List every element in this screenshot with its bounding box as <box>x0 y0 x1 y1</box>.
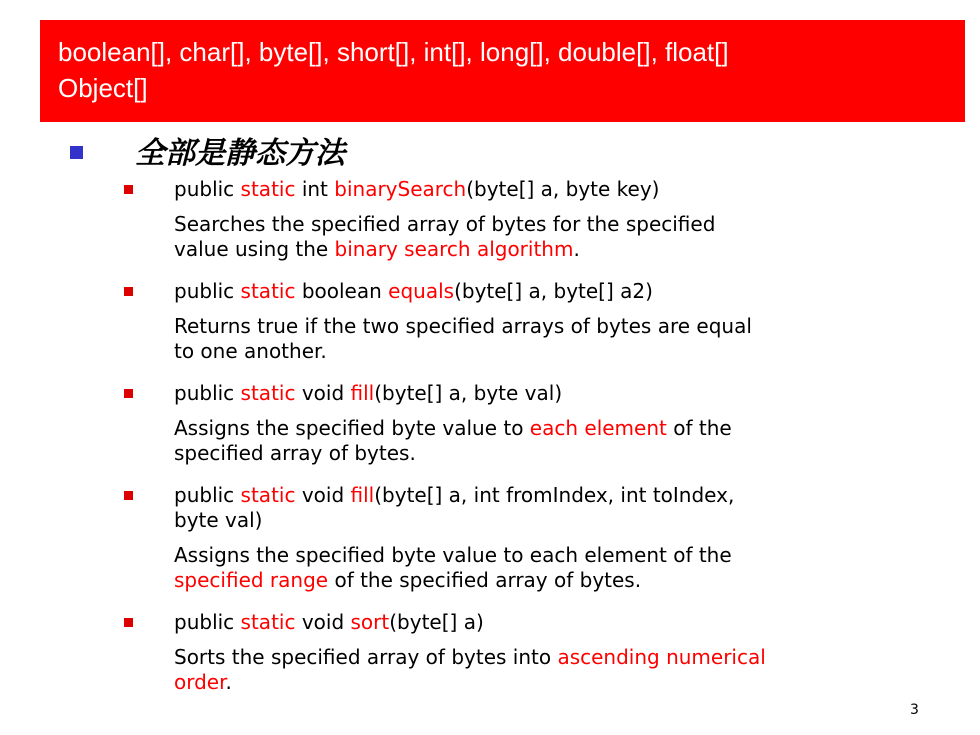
method-description-3-line-2: specified array of bytes. <box>174 441 416 465</box>
method-signature-5: public static void sort(byte[] a) <box>174 610 484 634</box>
method-description-2-line-1: Returns true if the two specified arrays of bytes are equal <box>174 314 752 338</box>
method-signature-4: public static void fill(byte[] a, int fromIndex, int toIndex, <box>174 483 735 507</box>
method-description-5-line-1: Sorts the specified array of bytes into ascending numerical <box>174 645 766 669</box>
method-signature-1: public static int binarySearch(byte[] a, byte key) <box>174 177 660 201</box>
method-description-4-line-2: specified range of the specified array of bytes. <box>174 568 642 592</box>
title-bar <box>40 20 965 122</box>
method-signature-2: public static boolean equals(byte[] a, byte[] a2) <box>174 279 653 303</box>
method-description-1-line-2: value using the binary search algorithm. <box>174 237 580 261</box>
method-description-2-line-2: to one another. <box>174 339 327 363</box>
bullet-icon <box>124 618 133 627</box>
bullet-icon <box>124 185 133 194</box>
method-description-3-line-1: Assigns the specified byte value to each element of the <box>174 416 732 440</box>
bullet-icon <box>124 389 133 398</box>
method-description-5-line-2: order. <box>174 670 232 694</box>
method-description-1-line-1: Searches the specified array of bytes for the specified <box>174 212 716 236</box>
bullet-icon <box>124 491 133 500</box>
method-signature-4-line-2: byte val) <box>174 508 263 532</box>
section-heading: 全部是静态方法 <box>135 136 345 171</box>
method-signature-3: public static void fill(byte[] a, byte val) <box>174 381 563 405</box>
bullet-icon <box>124 287 133 296</box>
title-line-1: boolean[], char[], byte[], short[], int[], long[], double[], float[] <box>58 37 729 67</box>
title-line-2: Object[] <box>58 73 148 103</box>
method-description-4-line-1: Assigns the specified byte value to each element of the <box>174 543 732 567</box>
main-bullet-icon <box>70 146 83 159</box>
page-number: 3 <box>910 702 919 718</box>
